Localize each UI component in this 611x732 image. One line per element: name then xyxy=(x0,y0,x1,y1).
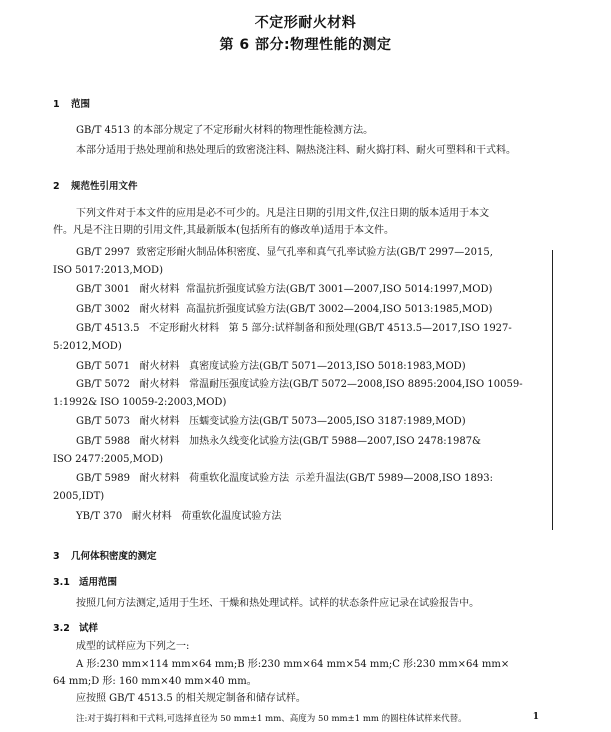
doc-subtitle: 第 6 部分:物理性能的测定 xyxy=(219,37,392,53)
section-1-heading: 1 范围 xyxy=(53,99,91,110)
reference-item: GB/T 5989 耐火材料 荷重软化温度试验方法 示差升温法(GB/T 5989—2008,ISO 1893: xyxy=(76,473,493,484)
section-3-2-para: A 形:230 mm×114 mm×64 mm;B 形:230 mm×64 mm×54 mm;C 形:230 mm×64 mm× xyxy=(76,659,510,670)
reference-item-cont: ISO 2477:2005,MOD) xyxy=(53,454,163,465)
reference-item: GB/T 3002 耐火材料 高温抗折强度试验方法(GB/T 3002—2004,ISO 5013:1985,MOD) xyxy=(76,304,493,315)
section-2-intro: 件。凡是不注日期的引用文件,其最新版本(包括所有的修改单)适用于本文件。 xyxy=(53,225,394,236)
section-3-2-heading: 3.2 试样 xyxy=(53,623,99,634)
section-3-2-para: 应按照 GB/T 4513.5 的相关规定制备和储存试样。 xyxy=(76,693,306,704)
reference-item-cont: 1:1992& ISO 10059-2:2003,MOD) xyxy=(53,397,227,408)
reference-item-cont: 5:2012,MOD) xyxy=(53,341,122,352)
revision-bar xyxy=(552,250,553,530)
reference-item: GB/T 5073 耐火材料 压蠕变试验方法(GB/T 5073—2005,ISO 3187:1989,MOD) xyxy=(76,416,466,427)
section-3-2-para: 成型的试样应为下列之一: xyxy=(76,641,190,652)
section-3-1-heading: 3.1 适用范围 xyxy=(53,577,118,588)
section-1-para: GB/T 4513 的本部分规定了不定形耐火材料的物理性能检测方法。 xyxy=(76,125,374,136)
reference-item: GB/T 5988 耐火材料 加热永久线变化试验方法(GB/T 5988—2007,ISO 2478:1987& xyxy=(76,436,481,447)
section-3-1-para: 按照几何方法测定,适用于生坯、干燥和热处理试样。试样的状态条件应记录在试验报告中。 xyxy=(76,598,480,609)
reference-item: GB/T 4513.5 不定形耐火材料 第 5 部分:试样制备和预处理(GB/T 4513.5—2017,ISO 1927- xyxy=(76,323,512,334)
section-3-2-para-cont: 64 mm;D 形: 160 mm×40 mm×40 mm。 xyxy=(53,676,257,687)
doc-title: 不定形耐火材料 xyxy=(254,15,357,31)
page-number: 1 xyxy=(532,712,539,722)
reference-item-cont: ISO 5017:2013,MOD) xyxy=(53,265,163,276)
reference-item: GB/T 5072 耐火材料 常温耐压强度试验方法(GB/T 5072—2008,ISO 8895:2004,ISO 10059- xyxy=(76,379,523,390)
section-2-intro: 下列文件对于本文件的应用是必不可少的。凡是注日期的引用文件,仅注日期的版本适用于本文 xyxy=(76,208,490,219)
section-1-para: 本部分适用于热处理前和热处理后的致密浇注料、隔热浇注料、耐火捣打料、耐火可塑料和干式料。 xyxy=(76,145,516,156)
section-3-heading: 3 几何体积密度的测定 xyxy=(53,551,157,562)
reference-item: GB/T 3001 耐火材料 常温抗折强度试验方法(GB/T 3001—2007,ISO 5014:1997,MOD) xyxy=(76,284,493,295)
reference-item: YB/T 370 耐火材料 荷重软化温度试验方法 xyxy=(76,511,282,522)
reference-item: GB/T 5071 耐火材料 真密度试验方法(GB/T 5071—2013,ISO 5018:1983,MOD) xyxy=(76,361,466,372)
section-2-heading: 2 规范性引用文件 xyxy=(53,181,138,192)
note-text: 注:对于捣打料和干式料,可选择直径为 50 mm±1 mm、高度为 50 mm±1 mm 的圆柱体试样来代替。 xyxy=(76,714,467,724)
reference-item-cont: 2005,IDT) xyxy=(53,491,105,502)
reference-item: GB/T 2997 致密定形耐火制品体积密度、显气孔率和真气孔率试验方法(GB/T 2997—2015, xyxy=(76,247,493,258)
